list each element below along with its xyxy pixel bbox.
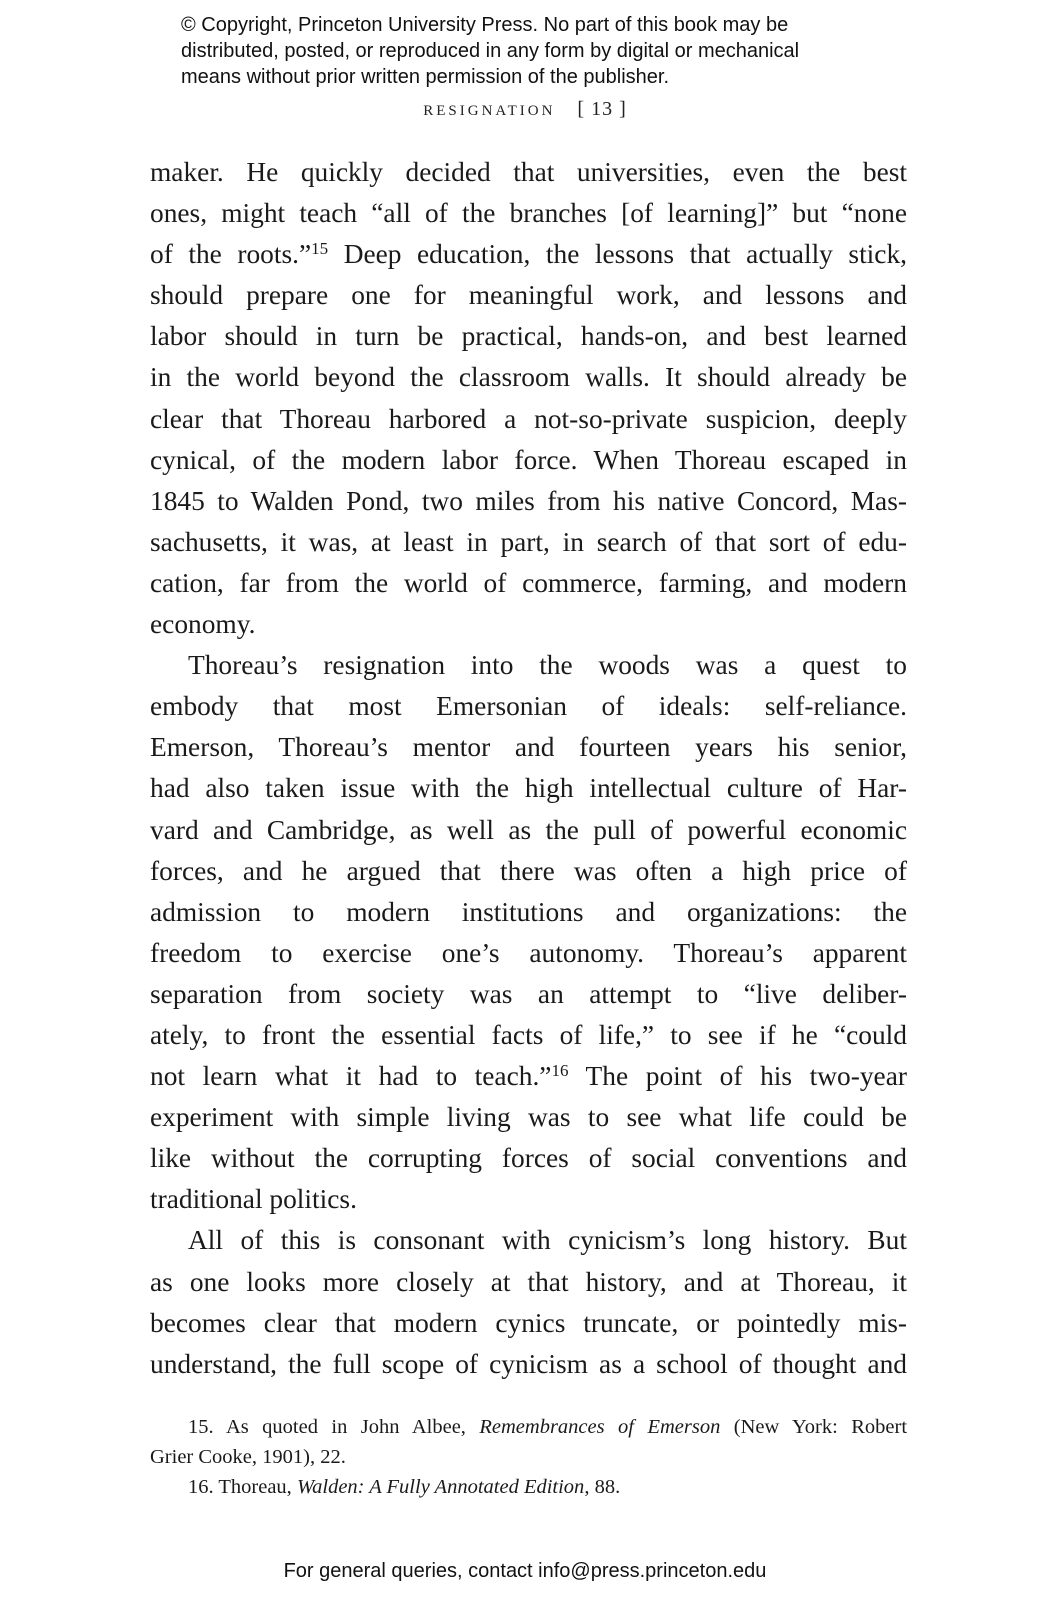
text-fragment: The point of his two-year [568,1061,907,1092]
text-line: vard and Cambridge, as well as the pull of powerful economic [150,814,907,845]
text-line [150,1056,907,1097]
copyright-notice [181,12,941,90]
text-line: All of this is consonant with cynicism’s long history. But [188,1225,907,1256]
text-line: ones, might teach “all of the branches [of learning]” but “none [150,198,907,229]
footnotes [150,1412,907,1502]
text-line: economy. [150,609,256,640]
footnote-number: 16. [188,1476,214,1498]
text-line: cation, far from the world of commerce, farming, and modern [150,567,907,598]
footnote-title: Remembrances of Emerson [479,1416,721,1438]
running-head [0,96,1050,121]
text-line: labor should in turn be practical, hands-on, and best learned [150,321,907,352]
footnote-ref[interactable]: 16 [551,1061,569,1081]
copyright-line: © Copyright, Princeton University Press. No part of this book may be [181,14,789,36]
text-line: traditional politics. [150,1184,357,1215]
text-line: cynical, of the modern labor force. When Thoreau escaped in [150,444,907,475]
text-fragment: not learn what it had to teach.” [150,1061,552,1092]
text-line: forces, and he argued that there was often a high price of [150,855,907,886]
text-line: separation from society was an attempt to “live deliber- [150,978,907,1009]
footnote-15-continuation: Grier Cooke, 1901), 22. [150,1446,346,1468]
text-line: Emerson, Thoreau’s mentor and fourteen years his senior, [150,732,907,763]
text-line [150,234,907,275]
text-line: maker. He quickly decided that universities, even the best [150,157,907,187]
footnote-title: Walden: A Fully Annotated Edition [296,1476,585,1498]
text-line: freedom to exercise one’s autonomy. Thoreau’s apparent [150,937,907,968]
text-line: in the world beyond the classroom walls. It should already be [150,362,907,393]
text-line: experiment with simple living was to see what life could be [150,1102,907,1133]
text-line: embody that most Emersonian of ideals: self-reliance. [150,691,907,722]
contact-notice: For general queries, contact info@press.princeton.edu [283,1560,767,1582]
footnote-text: , 88. [584,1476,621,1498]
running-head-title: resignation [423,96,556,120]
footnote-text: As quoted in John Albee, [213,1416,480,1438]
text-line: becomes clear that modern cynics truncate, or pointedly mis- [150,1307,907,1338]
footnote-15 [150,1412,907,1442]
copyright-line: means without prior written permission of the publisher. [181,66,670,88]
text-line: sachusetts, it was, at least in part, in search of that sort of edu- [150,526,907,557]
footnote-text: (New York: Robert [720,1416,908,1438]
body-text [150,152,907,1385]
text-line: Thoreau’s resignation into the woods was a quest to [188,650,907,681]
footnote-16 [150,1472,907,1502]
text-line: should prepare one for meaningful work, and lessons and [150,280,907,311]
text-line: had also taken issue with the high intellectual culture of Har- [150,773,907,804]
footnote-text: Thoreau, [213,1476,297,1498]
text-line: like without the corrupting forces of social conventions and [150,1143,907,1174]
text-line: understand, the full scope of cynicism as a school of thought and [150,1348,907,1379]
text-line: 1845 to Walden Pond, two miles from his native Concord, Mas- [150,485,907,516]
text-fragment: Deep education, the lessons that actually stick, [328,239,907,270]
text-line: as one looks more closely at that history, and at Thoreau, it [150,1266,907,1297]
footnote-ref[interactable]: 15 [311,239,329,259]
copyright-line: distributed, posted, or reproduced in any form by digital or mechanical [181,40,800,62]
text-line: admission to modern institutions and organizations: the [150,896,907,927]
text-fragment: of the roots.” [150,239,312,270]
text-line: ately, to front the essential facts of life,” to see if he “could [150,1019,907,1050]
text-line: clear that Thoreau harbored a not-so-private suspicion, deeply [150,403,907,434]
page-number: [ 13 ] [577,98,627,120]
footnote-number: 15. [188,1416,214,1438]
